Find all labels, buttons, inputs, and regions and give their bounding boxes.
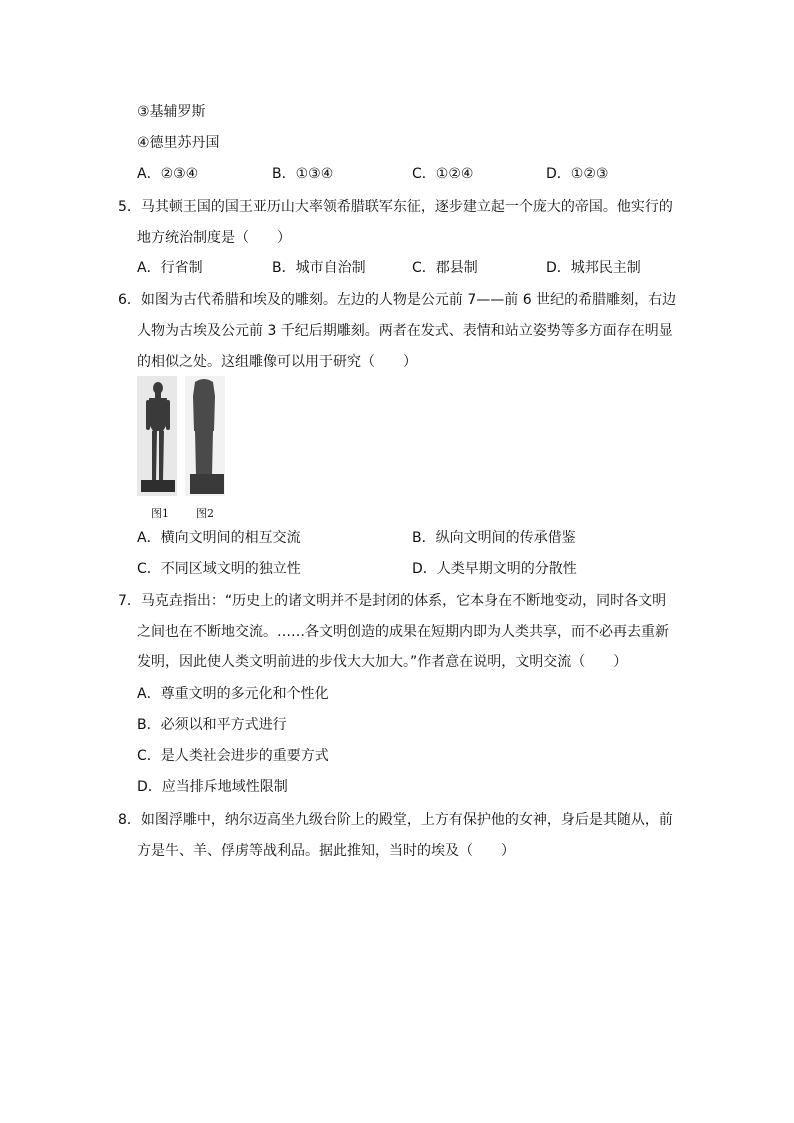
q6-stem-line-3: 的相似之处。这组雕像可以用于研究（ ） — [137, 354, 417, 370]
q7-stem-line-2: 之间也在不断地交流。……各文明创造的成果在短期内即为人类共享，而不必再去重新 — [137, 624, 669, 640]
q7-option-d: D．应当排斥地域性限制 — [137, 779, 288, 795]
q7-option-a: A．尊重文明的多元化和个性化 — [137, 686, 329, 702]
q4-item-3: ③基辅罗斯 — [137, 104, 206, 120]
q6-option-a: A．横向文明间的相互交流 — [137, 530, 301, 546]
q5-stem-line-1: 5．马其顿王国的国王亚历山大率领希腊联军东征，逐步建立起一个庞大的帝国。他实行的 — [118, 199, 673, 215]
fig1-caption: 图1 — [151, 507, 169, 520]
q6-option-c: C．不同区域文明的独立性 — [137, 561, 301, 577]
q4-item-4: ④德里苏丹国 — [137, 135, 220, 151]
q4-option-a: A．②③④ — [137, 166, 199, 182]
q6-stem-line-1: 6．如图为古代希腊和埃及的雕刻。左边的人物是公元前 7——前 6 世纪的希腊雕刻，右边 — [118, 292, 677, 308]
q5-option-a: A．行省制 — [137, 260, 203, 276]
q4-option-b: B．①③④ — [272, 166, 334, 182]
statue-figures — [137, 376, 227, 500]
statue-photos — [137, 376, 227, 500]
egyptian-statue — [193, 379, 215, 476]
fig2-base — [190, 474, 224, 494]
q7-stem-line-3: 发明，因此使人类文明前进的步伐大大加大。”作者意在说明，文明交流（ ） — [137, 654, 628, 670]
q8-stem-line-2: 方是牛、羊、俘虏等战利品。据此推知，当时的埃及（ ） — [137, 843, 515, 859]
q4-option-c: C．①②④ — [412, 166, 474, 182]
fig1-base — [141, 480, 175, 492]
q5-option-c: C．郡县制 — [412, 260, 478, 276]
q7-option-b: B．必须以和平方式进行 — [137, 717, 287, 733]
q5-option-d: D．城邦民主制 — [546, 260, 641, 276]
q6-option-d: D．人类早期文明的分散性 — [412, 561, 577, 577]
q6-stem-line-2: 人物为古埃及公元前 3 千纪后期雕刻。两者在发式、表情和站立姿势等多方面存在明显 — [137, 323, 673, 339]
q5-option-b: B．城市自治制 — [272, 260, 366, 276]
q4-option-d: D．①②③ — [546, 166, 609, 182]
q8-stem-line-1: 8．如图浮雕中，纳尔迈高坐九级台阶上的殿堂，上方有保护他的女神，身后是其随从，前 — [118, 812, 673, 828]
q5-stem-line-2: 地方统治制度是（ ） — [137, 230, 291, 246]
q7-option-c: C．是人类社会进步的重要方式 — [137, 748, 329, 764]
q6-option-b: B．纵向文明间的传承借鉴 — [412, 530, 576, 546]
q7-stem-line-1: 7．马克垚指出：“历史上的诸文明并不是封闭的体系，它本身在不断地变动，同时各文明 — [118, 593, 667, 609]
fig2-caption: 图2 — [196, 507, 214, 520]
